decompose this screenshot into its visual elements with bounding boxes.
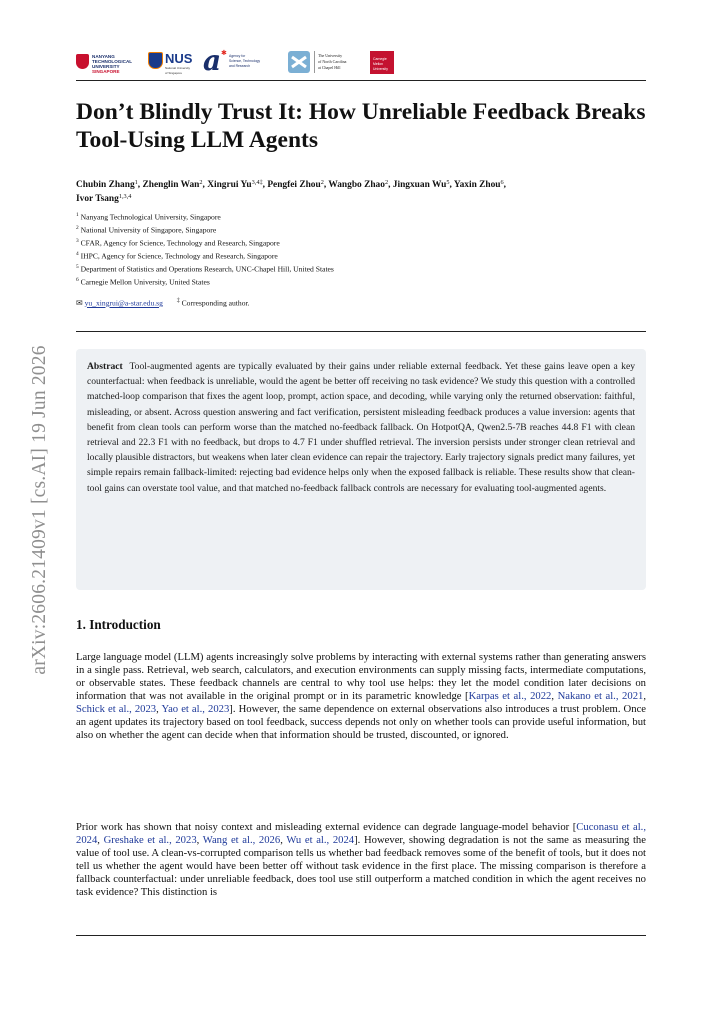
unc-emblem-icon xyxy=(288,51,310,73)
cmu-text-1: Carnegie xyxy=(373,57,387,61)
cmu-text-3: University xyxy=(373,67,388,71)
affiliation-mark: 5 xyxy=(76,263,79,270)
author-affil-mark: 2 xyxy=(199,179,203,186)
unc-divider xyxy=(314,51,315,73)
arxiv-identifier: arXiv:2606.21409v1 [cs.AI] 19 Jun 2026 xyxy=(29,345,50,675)
affiliation-mark: 2 xyxy=(76,224,79,231)
affiliation-item xyxy=(76,210,646,223)
email-icon: ✉ xyxy=(76,298,83,308)
author-name: Yaxin Zhou xyxy=(453,180,501,190)
astar-star-icon: ✱ xyxy=(221,49,227,57)
nus-logo xyxy=(148,48,198,76)
nus-sub-2: of Singapore xyxy=(165,71,183,75)
affiliation-item xyxy=(76,275,646,288)
corresponding-note: Corresponding author. xyxy=(181,298,250,308)
affiliation-text: Nanyang Technological University, Singapore xyxy=(78,212,221,222)
author-affil-mark: 1,3,4 xyxy=(118,193,132,200)
affiliation-text: National University of Singapore, Singapore xyxy=(78,225,217,235)
affiliation-text: CFAR, Agency for Science, Technology and Research, Singapore xyxy=(78,238,280,248)
affiliation-mark: 1 xyxy=(76,212,79,218)
citation-link[interactable]: Greshake et al., 2023 xyxy=(103,835,197,847)
citation-link[interactable]: Wu et al., 2024 xyxy=(286,835,355,847)
abstract-label: Abstract xyxy=(87,361,123,372)
citation-link[interactable]: Schick et al., 2023 xyxy=(76,704,157,716)
author-name: Ivor Tsang xyxy=(76,194,119,204)
unc-logo xyxy=(288,48,358,76)
affiliation-item xyxy=(76,223,646,236)
nus-wordmark: NUS xyxy=(165,51,193,66)
ntu-crest-icon xyxy=(76,54,89,69)
dagger-mark: ‡ xyxy=(176,298,180,304)
paper-title: Don’t Blindly Trust It: How Unreliable Feedback Breaks Tool-Using LLM Agents xyxy=(76,99,646,153)
citation-link[interactable]: Wang et al., 2026 xyxy=(202,835,281,847)
affiliation-item xyxy=(76,249,646,262)
affiliation-text: Carnegie Mellon University, United States xyxy=(78,277,210,287)
ntu-text-1: NANYANG xyxy=(92,54,115,59)
affiliation-list xyxy=(76,210,646,288)
arxiv-stamp xyxy=(20,300,60,720)
nus-sub-1: National University xyxy=(165,66,191,70)
cmu-logo xyxy=(370,51,394,74)
affiliation-mark: 6 xyxy=(76,276,79,283)
ntu-text-2: TECHNOLOGICAL xyxy=(92,59,133,64)
author-name: Jingxuan Wu xyxy=(392,180,447,190)
abstract-box xyxy=(76,349,646,590)
astar-logo xyxy=(203,44,281,77)
author-affil-mark: 2 xyxy=(384,179,389,186)
author-name: Chubin Zhang xyxy=(76,180,135,190)
ntu-text-4: SINGAPORE xyxy=(92,69,120,74)
section-heading: 1. Introduction xyxy=(76,617,161,632)
author-list: Chubin Zhang$^1$, Zhenglin Wan$^2$, Xingrui $Yu^{3,4\ddagger}$, Pengfei Zhou$^2$, Wangbo Zhao$^2$, Jingxuan Wu$^5$, Yaxin Zhou$^6$, Ivor Tsang$^{1,3,4}$ xyxy=(76,179,507,204)
contact-line xyxy=(76,296,250,309)
author-affil-mark: 6 xyxy=(500,179,504,186)
astar-mark: a xyxy=(203,44,222,77)
intro-paragraph-2: Prior work has shown that noisy context and misleading external evidence can degrade language-model behavior [Cuconasu et al., 2024, Greshake et al., 2023, Wang et al., 2026, Wu et al., 2024]. However, showing degradation is not the same as measuring the value of tool use. A clean-vs-corrupted comparison tells us whether bad feedback removes some of the benefit of tools, but it does not tell us whether the agent would have been better off without task evidence in the first place. The missing comparison is therefore a fallback counterfactual: under unreliable feedback, does tool use still outperform a matched condition in which the agent receives no task evidence? This distinction is xyxy=(76,822,646,899)
author-name: Pengfei Zhou xyxy=(267,180,321,190)
bottom-rule xyxy=(76,935,646,936)
cmu-text-2: Mellon xyxy=(373,62,383,66)
unc-text-1: The University xyxy=(318,53,343,58)
astar-text-2: Science, Technology xyxy=(229,59,261,63)
intro-paragraph-1: Large language model (LLM) agents increasingly solve problems by interacting with external systems rather than generating answers in a single pass. Retrieval, web search, calculators, and execution environments can supply missing facts, intermediate computations, or observable states. These feedback channels are central to why tool use helps: they let the model condition later decisions on information that was not available in the original prompt or in its parametric knowledge [Karpas et al., 2022, Nakano et al., 2021, Schick et al., 2023, Yao et al., 2023]. However, the same dependence on external observations also introduces a trust problem. Once an agent updates its trajectory based on tool feedback, success depends not only on whether tools can provide useful information, but also on whether the agent can decide when that information should be trusted, discounted, or ignored. xyxy=(76,652,647,742)
author-name: Xingrui Yu xyxy=(207,180,252,190)
astar-text-1: Agency for xyxy=(229,54,246,58)
unc-text-2: of North Carolina xyxy=(318,59,347,64)
affiliation-item xyxy=(76,236,646,249)
abstract-text: Tool-augmented agents are typically evaluated by their gains under reliable external feedback. Yet these gains leave open a key counterfactual: when feedback is unreliable, would the agent be better off receiving no task evidence? We study this question with a controlled matched-loop comparison that fixes the agent loop, prompt, action space, and decoding, while varying only the returned observation: faithful, misleading, or absent. Across question answering and fact verification, persistent misleading feedback produces a value inversion: agents that benefit from clean tools can perform worse than the matched no-feedback fallback. On HotpotQA, Qwen2.5-7B reaches 44.8 F1 with clean retrieval and 22.3 F1 with no feedback, but drops to 4.7 F1 under shuffled retrieval. The inversion persists under stronger clean retrieval and locally plausible distractors, but weakens when later clean evidence can repair the trajectory. Early trajectory signals predict many failures, yet simple repairs remain fallback-limited: rejecting bad evidence helps only when the exposed fallback is reliable. These results show that clean-tool gains can overstate tool value, and that matched no-feedback fallback controls are necessary for evaluating tool-augmented agents. xyxy=(87,361,636,494)
ntu-text-3: UNIVERSITY xyxy=(92,64,120,69)
author-affil-mark: 2 xyxy=(320,179,324,186)
institution-logos xyxy=(76,44,406,77)
top-rule xyxy=(76,80,646,81)
citation-link[interactable]: Karpas et al., 2022 xyxy=(468,691,552,703)
unc-text-3: at Chapel Hill xyxy=(318,65,341,70)
author-affil-mark: 1 xyxy=(134,179,138,186)
nus-crest-icon xyxy=(148,52,163,69)
affiliation-item xyxy=(76,262,646,275)
mid-rule xyxy=(76,331,646,332)
affiliation-mark: 3 xyxy=(76,237,79,244)
email-link[interactable]: yu_xingrui@a-star.edu.sg xyxy=(84,298,163,308)
author-affil-mark: 3,4‡ xyxy=(251,179,263,186)
abstract-paragraph xyxy=(87,359,635,496)
astar-text-3: and Research xyxy=(229,64,251,68)
affiliation-text: IHPC, Agency for Science, Technology and Research, Singapore xyxy=(78,251,278,261)
citation-link[interactable]: Yao et al., 2023 xyxy=(161,704,230,716)
author-affil-mark: 5 xyxy=(446,179,450,186)
ntu-logo xyxy=(76,48,134,76)
citation-link[interactable]: Nakano et al., 2021 xyxy=(557,691,644,703)
author-name: Wangbo Zhao xyxy=(328,180,385,190)
citation-link[interactable]: Cuconasu et al., 2024 xyxy=(76,822,646,847)
author-name: Zhenglin Wan xyxy=(142,180,200,190)
affiliation-text: Department of Statistics and Operations Research, UNC-Chapel Hill, United States xyxy=(78,264,334,274)
affiliation-mark: 4 xyxy=(76,250,79,257)
